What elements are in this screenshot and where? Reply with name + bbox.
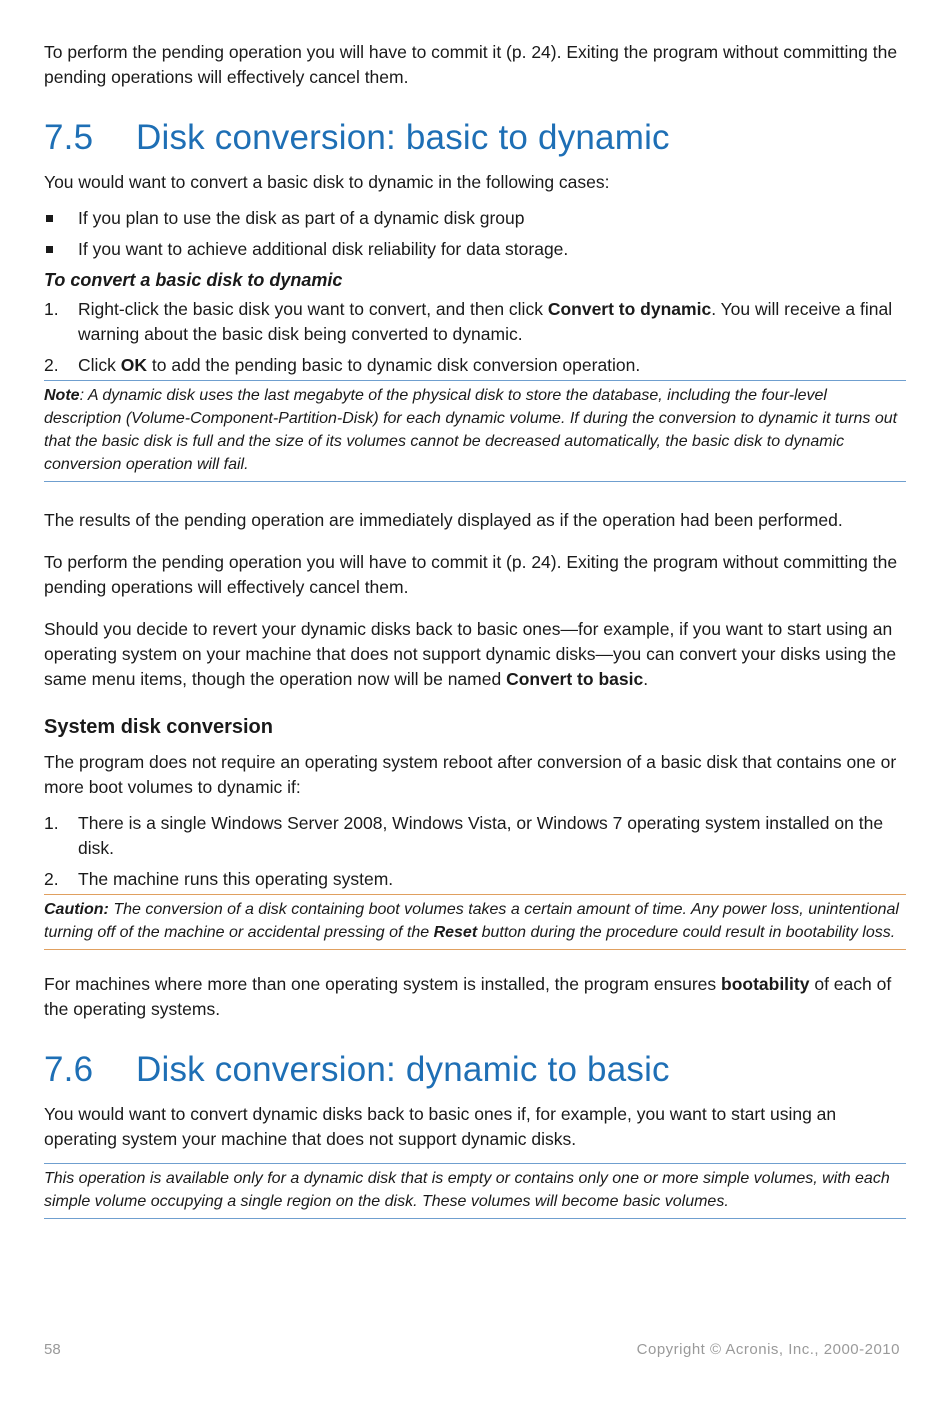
- caution-box: Caution: The conversion of a disk containing boot volumes takes a certain amount of time. Any power loss, unintentional turning off of the machine or accidental pressing of the Reset button during the procedure could result in bootability loss.: [44, 894, 906, 950]
- list-item: 2. The machine runs this operating system.: [44, 869, 394, 889]
- section-7-6-heading: [44, 1048, 906, 1092]
- intro-paragraph: To perform the pending operation you will have to commit it (p. 24). Exiting the program without committing the pending operations will effectively cancel them.: [44, 42, 898, 87]
- section-lead: You would want to convert dynamic disks back to basic ones if, for example, you want to start using an operating system your machine that does not support dynamic disks.: [44, 1104, 837, 1149]
- section-lead: You would want to convert a basic disk to dynamic in the following cases:: [44, 172, 610, 192]
- ui-term: OK: [120, 355, 148, 375]
- list-item: If you plan to use the disk as part of a dynamic disk group: [44, 206, 906, 231]
- list-item: 1. Right-click the basic disk you want to convert, and then click Convert to dynamic. You will receive a final warning about the basic disk being converted to dynamic.: [44, 299, 893, 344]
- ui-term: Convert to dynamic: [547, 299, 712, 319]
- procedure-title: To convert a basic disk to dynamic: [44, 270, 343, 290]
- page-footer: [44, 1341, 900, 1358]
- document-page: [44, 40, 906, 1237]
- procedure-steps: [44, 297, 906, 378]
- bullet-square-icon: [46, 246, 53, 253]
- subsection-lead: The program does not require an operating system reboot after conversion of a basic disk that contains one or more boot volumes to dynamic if:: [44, 752, 897, 797]
- note-label: Note: [44, 387, 80, 404]
- revert-paragraph: Should you decide to revert your dynamic disks back to basic ones—for example, if you want to start using an operating system on your machine that does not support dynamic disks—you can convert your disks using the same menu items, though the operation now will be named Convert to basic.: [44, 619, 897, 689]
- section-title: Disk conversion: basic to dynamic: [136, 118, 670, 157]
- note-box: Note: A dynamic disk uses the last megabyte of the physical disk to store the database, including the four-level description (Volume-Component-Partition-Disk) for each dynamic volume. If during the conversion to dynamic it turns out that the basic disk is full and the size of its volumes cannot be decreased automatically, the basic disk to dynamic conversion operation will fail.: [44, 380, 906, 482]
- section-7-5-heading: [44, 116, 906, 160]
- case-list: [44, 206, 906, 262]
- caution-label: Caution:: [44, 901, 109, 918]
- emphasis-term: bootability: [721, 974, 810, 994]
- list-item: 1. There is a single Windows Server 2008, Windows Vista, or Windows 7 operating system installed on the disk.: [44, 813, 884, 858]
- commit-paragraph: To perform the pending operation you will have to commit it (p. 24). Exiting the program without committing the pending operations will effectively cancel them.: [44, 552, 898, 597]
- subsection-heading: System disk conversion: [44, 716, 273, 738]
- note-box: This operation is available only for a dynamic disk that is empty or contains only one or more simple volumes, with each simple volume occupying a single region on the disk. These volumes will become basic volumes.: [44, 1163, 906, 1219]
- bullet-square-icon: [46, 215, 53, 222]
- section-number: 7.5: [44, 118, 94, 157]
- copyright-text: Copyright © Acronis, Inc., 2000-2010: [636, 1341, 900, 1358]
- ui-term: Reset: [433, 924, 478, 941]
- list-item: If you want to achieve additional disk reliability for data storage.: [44, 237, 906, 262]
- page-number: 58: [44, 1341, 61, 1358]
- section-title: Disk conversion: dynamic to basic: [136, 1050, 670, 1089]
- condition-steps: [44, 811, 906, 892]
- multi-os-paragraph: For machines where more than one operating system is installed, the program ensures bootability of each of the operating systems.: [44, 974, 892, 1019]
- results-paragraph: The results of the pending operation are immediately displayed as if the operation had been performed.: [44, 510, 843, 530]
- ui-term: Convert to basic: [506, 669, 644, 689]
- section-number: 7.6: [44, 1050, 94, 1089]
- list-item: 2. Click OK to add the pending basic to dynamic disk conversion operation.: [44, 355, 641, 375]
